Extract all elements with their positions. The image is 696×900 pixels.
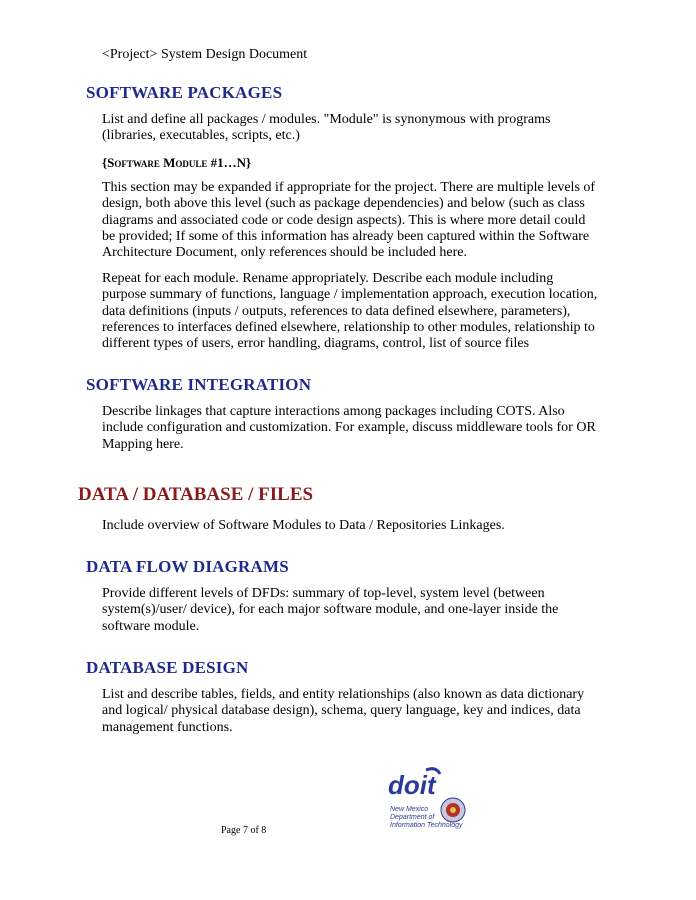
data-flow-body: Provide different levels of DFDs: summary of top-level, system level (between system(s)/user/ device), for each major software module, and one-layer inside the software module. bbox=[102, 586, 559, 634]
logo-wordmark: doit bbox=[388, 770, 436, 800]
logo-line-2: Department of bbox=[390, 814, 435, 821]
software-integration-body: Describe linkages that capture interactions among packages including COTS. Also include configuration and customization. For example, discuss middleware tools for OR Mapping here. bbox=[102, 404, 596, 452]
logo-line-3: Information Technology bbox=[390, 822, 463, 829]
module-heading-suffix: #1…N} bbox=[207, 155, 252, 170]
page-number: Page 7 of 8 bbox=[221, 825, 267, 836]
heading-data-flow-diagrams: DATA FLOW DIAGRAMS bbox=[86, 557, 289, 576]
heading-data-database-files: DATA / DATABASE / FILES bbox=[78, 484, 314, 505]
software-module-paragraph-1: This section may be expanded if appropriate for the project. There are multiple levels of design, both above this level (such as package dependencies) and below (such as class diagrams and associated code or code design aspects). This is where more detail could be provided; If some of this information has already been captured within the Software Architecture Document, only references should be included here. bbox=[102, 180, 596, 261]
heading-software-module bbox=[102, 155, 251, 171]
module-heading-smallcaps: Software Module bbox=[107, 155, 208, 170]
database-design-body: List and describe tables, fields, and entity relationships (also known as data dictionary and logical/ physical database design), schema, query language, key and indices, data management functions. bbox=[102, 687, 585, 735]
logo-caption bbox=[390, 806, 463, 830]
software-module-paragraph-2: Repeat for each module. Rename appropriately. Describe each module including purpose summary of functions, language / implementation approach, execution location, data definitions (inputs / outputs, references to data defined elsewhere, parameters), references to interfaces defined elsewhere, relationship to other modules, relationship to different types of users, error handling, diagrams, control, list of source files bbox=[102, 271, 598, 352]
module-heading-prefix: { bbox=[102, 155, 108, 170]
heading-database-design: DATABASE DESIGN bbox=[86, 658, 249, 677]
running-header: <Project> System Design Document bbox=[102, 47, 308, 62]
heading-software-integration: SOFTWARE INTEGRATION bbox=[86, 375, 312, 394]
heading-software-packages: SOFTWARE PACKAGES bbox=[86, 83, 283, 102]
logo-line-1: New Mexico bbox=[390, 806, 429, 813]
data-files-body: Include overview of Software Modules to Data / Repositories Linkages. bbox=[102, 518, 505, 533]
software-packages-intro: List and define all packages / modules. "Module" is synonymous with programs (libraries, executables, scripts, etc.) bbox=[102, 112, 551, 144]
